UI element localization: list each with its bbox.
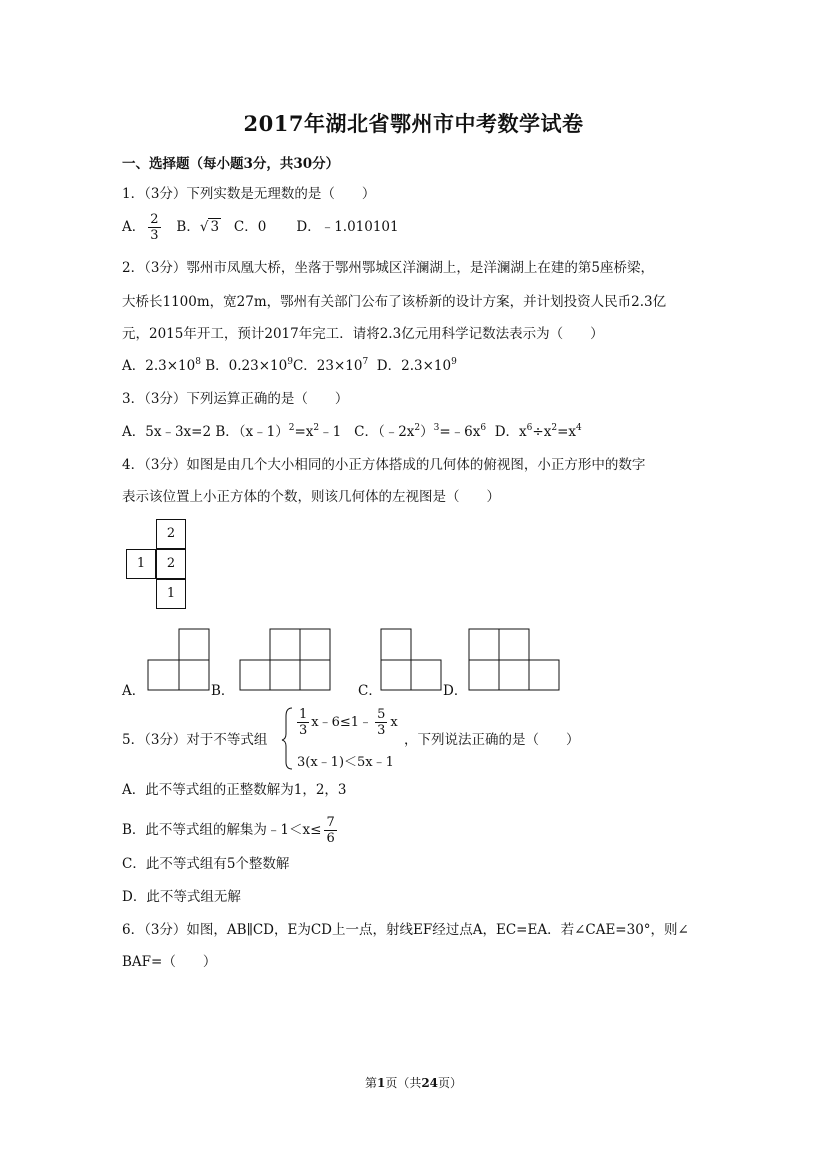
q5-option-b: B．此不等式组的解集为﹣1＜x≤ $\frac{7}{6}$ bbox=[122, 815, 335, 846]
page-number: 1 bbox=[376, 1076, 386, 1090]
option-a-square bbox=[148, 660, 179, 690]
q4-option-d-label: D． bbox=[443, 683, 468, 699]
q1-option-d: D．﹣1.010101 bbox=[296, 219, 399, 235]
grid-cell: 1 bbox=[156, 579, 186, 609]
option-b-square bbox=[270, 629, 300, 660]
question-6-line-1: 6．（3分）如图，AB∥CD，E为CD上一点，射线EF经过点A，EC=EA．若∠CAE=30°，则∠ bbox=[122, 922, 689, 938]
q1-option-b-sqrt: √ 3 bbox=[199, 219, 220, 235]
ineq1-fraction-a: $\frac{1}{3}$ bbox=[299, 707, 308, 738]
question-4-line-1: 4．（3分）如图是由几个大小相同的小正方体搭成的几何体的俯视图，小正方形中的数字 bbox=[122, 457, 646, 473]
q4-option-a-label: A． bbox=[122, 683, 146, 699]
q5-option-c: C．此不等式组有5个整数解 bbox=[122, 856, 290, 872]
option-c-square bbox=[381, 660, 411, 690]
page-footer: 第1页（共24页） bbox=[364, 1076, 463, 1090]
option-b-square bbox=[270, 660, 300, 690]
q2-option-a: A．$2.3\times 10^8$ bbox=[122, 357, 201, 374]
q4-option-c-label: C． bbox=[358, 683, 382, 699]
grid-cell: 2 bbox=[156, 519, 186, 549]
q3-option-a: A．5x﹣3x=2 bbox=[122, 424, 212, 440]
option-c-square bbox=[411, 660, 441, 690]
question-2-options bbox=[122, 356, 457, 376]
inequality-2: 3(x﹣1)＜5x﹣1 bbox=[297, 755, 394, 770]
option-b-square bbox=[240, 660, 270, 690]
option-d-square bbox=[469, 629, 499, 660]
inequality-1: $\frac{1}{3}$ x﹣6≤1﹣ $\frac{5}{3}$ x bbox=[299, 707, 398, 738]
option-a-square bbox=[179, 660, 209, 690]
system-brace bbox=[282, 708, 292, 769]
question-2-line-2: 大桥长1100m，宽27m，鄂州有关部门公布了该桥新的设计方案，并计划投资人民币2.3亿 bbox=[122, 294, 667, 310]
q1-option-b-label: B． bbox=[176, 219, 200, 235]
q2-option-d: D．$2.3\times 10^9$ bbox=[376, 357, 457, 374]
option-d-square bbox=[529, 660, 559, 690]
question-4-line-2: 表示该位置上小正方体的个数，则该几何体的左视图是（ ） bbox=[122, 489, 500, 505]
q3-option-d: D．$x^6\div x^2=x^4$ bbox=[494, 423, 582, 440]
q1-option-c: C．0 bbox=[233, 219, 267, 235]
q3-option-b: B．$(x﹣1)^2=x^2﹣1$ bbox=[215, 423, 342, 440]
option-b-square bbox=[300, 629, 330, 660]
grid-cell: 1 bbox=[126, 549, 156, 579]
question-3-options bbox=[122, 422, 582, 442]
question-2-line-3: 元，2015年开工，预计2017年完工．请将2.3亿元用科学记数法表示为（ ） bbox=[122, 326, 604, 342]
option-d-square bbox=[469, 660, 499, 690]
q2-option-c: C．$23\times 10^7$ bbox=[292, 357, 369, 374]
option-b-square bbox=[300, 660, 330, 690]
option-a-square bbox=[179, 629, 209, 660]
q1-option-a-fraction: $\frac{2}{3}$ bbox=[150, 212, 159, 243]
grid-cell: 2 bbox=[156, 549, 186, 579]
q5-option-d: D．此不等式组无解 bbox=[122, 889, 241, 905]
q1-option-a-label: A． bbox=[122, 219, 146, 235]
question-1-options bbox=[122, 212, 399, 243]
q2-option-b: B．$0.23\times 10^9$ bbox=[205, 357, 293, 374]
question-2-line-1: 2．（3分）鄂州市凤凰大桥，坐落于鄂州鄂城区洋澜湖上，是洋澜湖上在建的第5座桥梁， bbox=[122, 260, 655, 276]
question-3-stem: 3．（3分）下列运算正确的是（ ） bbox=[122, 391, 349, 407]
option-d-square bbox=[499, 660, 529, 690]
option-c-square bbox=[381, 629, 411, 660]
ineq1-fraction-b: $\frac{5}{3}$ bbox=[377, 707, 386, 738]
q5-option-b-fraction: $\frac{7}{6}$ bbox=[326, 815, 335, 846]
question-6-line-2: BAF=（ ） bbox=[122, 954, 217, 970]
page-total: 24 bbox=[421, 1076, 439, 1090]
question-5-stem-pre: 5．（3分）对于不等式组 bbox=[122, 732, 268, 748]
section-heading: 一、选择题（每小题3分，共30分） bbox=[122, 156, 340, 172]
question-5-stem-post: ，下列说法正确的是（ ） bbox=[404, 732, 580, 748]
q3-option-c: C．$(﹣2x^2)^3=﹣6x^6$ bbox=[354, 423, 487, 440]
q5-option-a: A．此不等式组的正整数解为1，2，3 bbox=[122, 782, 347, 798]
question-1-stem: 1．（3分）下列实数是无理数的是（ ） bbox=[122, 186, 376, 202]
page-title: 2017年湖北省鄂州市中考数学试卷 bbox=[243, 111, 584, 136]
option-d-square bbox=[499, 629, 529, 660]
q4-option-b-label: B． bbox=[211, 683, 235, 699]
